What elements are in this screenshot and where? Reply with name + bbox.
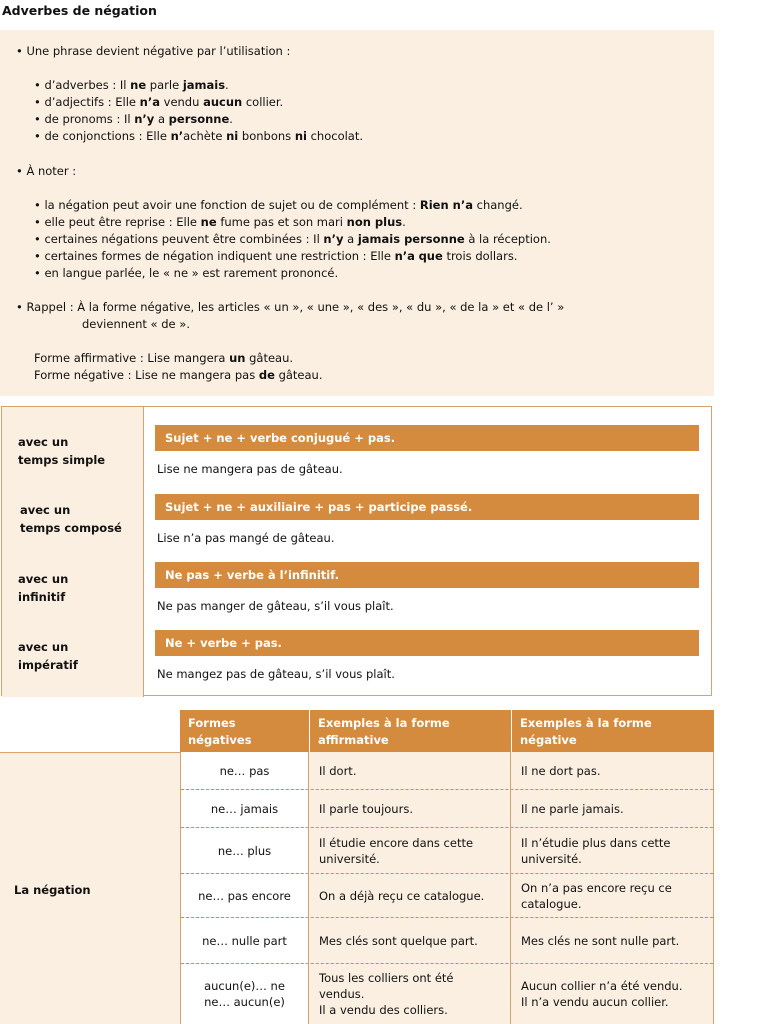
cell-forme: ne… pas bbox=[181, 752, 309, 789]
cell-forme: ne… plus bbox=[181, 828, 309, 873]
table-row bbox=[181, 918, 713, 964]
negative-example: Forme négative : Lise ne mangera pas de gâteau. bbox=[34, 368, 323, 382]
tense-sidebar bbox=[2, 407, 144, 697]
cell-forme: ne… pas encore bbox=[181, 874, 309, 917]
header-negative: Exemples à la forme négative bbox=[512, 710, 714, 752]
cell-forme: ne… jamais bbox=[181, 790, 309, 827]
affirmative-example: Forme affirmative : Lise mangera un gâteau. bbox=[34, 351, 294, 365]
cell-affirmative: On a déjà reçu ce catalogue. bbox=[309, 874, 511, 917]
header-formes: Formes négatives bbox=[180, 710, 310, 752]
rule-example-imperatif: Ne mangez pas de gâteau, s’il vous plaît. bbox=[157, 667, 395, 681]
rule-example-simple: Lise ne mangera pas de gâteau. bbox=[157, 462, 343, 476]
note-3: • certaines négations peuvent être combinées : Il n’y a jamais personne à la réception. bbox=[34, 232, 551, 246]
cell-negative: Il ne parle jamais. bbox=[521, 801, 624, 816]
use-adjectifs: • d’adjectifs : Elle n’a vendu aucun collier. bbox=[34, 95, 284, 109]
rule-bar-simple: Sujet + ne + verbe conjugué + pas. bbox=[155, 425, 699, 451]
table-row bbox=[181, 964, 713, 1024]
cell-negative: Mes clés ne sont nulle part. bbox=[521, 933, 680, 948]
row-title: La négation bbox=[14, 883, 91, 897]
rappel-line-1: • Rappel : À la forme négative, les articles « un », « une », « des », « du », « de la » et « de l’ » bbox=[16, 300, 565, 314]
rule-example-compose: Lise n’a pas mangé de gâteau. bbox=[157, 531, 335, 545]
header-affirmative: Exemples à la forme affirmative bbox=[310, 710, 512, 752]
cell-negative: On n’a pas encore reçu ce catalogue. bbox=[521, 880, 672, 911]
use-adverbes: • d’adverbes : Il ne parle jamais. bbox=[34, 78, 229, 92]
cell-affirmative: Tous les colliers ont été vendus. Il a vendu des colliers. bbox=[309, 964, 511, 1024]
cell-negative: Aucun collier n’a été vendu. Il n’a vendu aucun collier. bbox=[521, 979, 683, 1009]
rule-example-infinitif: Ne pas manger de gâteau, s’il vous plaît. bbox=[157, 599, 394, 613]
cell-affirmative: Il parle toujours. bbox=[309, 790, 511, 827]
cell-forme: aucun(e)… ne ne… aucun(e) bbox=[181, 964, 309, 1024]
page-title: Adverbes de négation bbox=[2, 3, 157, 18]
cell-affirmative: Il étudie encore dans cette université. bbox=[309, 828, 511, 873]
use-conjonctions: • de conjonctions : Elle n’achète ni bonbons ni chocolat. bbox=[34, 129, 364, 143]
tense-label-imperatif: avec un impératif bbox=[18, 640, 78, 672]
tense-rules-box bbox=[1, 406, 712, 696]
cell-negative: Il ne dort pas. bbox=[521, 763, 601, 778]
tense-label-simple: avec un temps simple bbox=[18, 435, 106, 467]
table-row bbox=[181, 752, 713, 790]
cell-negative: Il n’étudie plus dans cette université. bbox=[521, 835, 671, 866]
note-2: • elle peut être reprise : Elle ne fume pas et son mari non plus. bbox=[34, 215, 406, 229]
note-5: • en langue parlée, le « ne » est rarement prononcé. bbox=[34, 266, 339, 280]
rule-bar-infinitif: Ne pas + verbe à l’infinitif. bbox=[155, 562, 699, 588]
rule-bar-compose: Sujet + ne + auxiliaire + pas + participe passé. bbox=[155, 494, 699, 520]
table-row bbox=[181, 790, 713, 828]
use-pronoms: • de pronoms : Il n’y a personne. bbox=[34, 112, 233, 126]
cell-forme: ne… nulle part bbox=[181, 918, 309, 963]
intro-text: • Une phrase devient négative par l’utilisation : bbox=[16, 44, 291, 58]
table-row bbox=[181, 828, 713, 874]
table-row-title-cell bbox=[0, 752, 180, 1024]
note-1: • la négation peut avoir une fonction de sujet ou de complément : Rien n’a changé. bbox=[34, 198, 523, 212]
tense-label-compose: avec un temps composé bbox=[20, 503, 122, 535]
table-row bbox=[181, 874, 713, 918]
note-heading: • À noter : bbox=[16, 164, 77, 178]
rules-box bbox=[0, 30, 714, 396]
table-body bbox=[180, 752, 714, 1024]
negation-table bbox=[0, 710, 768, 1024]
note-4: • certaines formes de négation indiquent une restriction : Elle n’a que trois dollars. bbox=[34, 249, 518, 263]
tense-label-infinitif: avec un infinitif bbox=[18, 572, 69, 604]
rule-bar-imperatif: Ne + verbe + pas. bbox=[155, 630, 699, 656]
rappel-line-2: deviennent « de ». bbox=[82, 317, 190, 331]
cell-affirmative: Mes clés sont quelque part. bbox=[309, 918, 511, 963]
cell-affirmative: Il dort. bbox=[309, 752, 511, 789]
